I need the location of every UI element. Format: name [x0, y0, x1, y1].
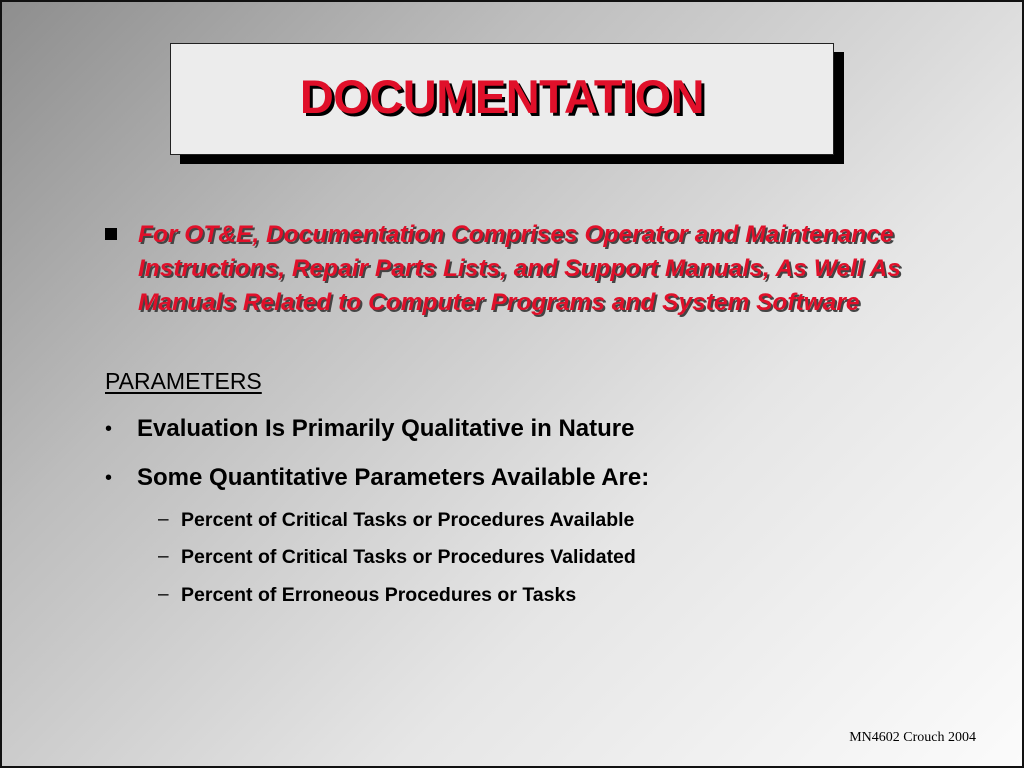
sub-bullet-item [158, 508, 918, 534]
footer-credit: MN4602 Crouch 2004 [849, 730, 976, 745]
sub-bullet-item [158, 545, 918, 571]
dash-icon: – [158, 509, 169, 530]
main-bullet-text: For OT&E, Documentation Comprises Operator and Maintenance Instructions, Repair Parts Lists, and Support Manuals, As Well As Manuals Related to Computer Programs and System Software [138, 221, 901, 316]
sub-bullet-item [158, 583, 918, 609]
bullet-dot-icon: • [105, 467, 113, 489]
dash-icon: – [158, 584, 169, 605]
bullet-item [105, 463, 965, 495]
sub-bullet-text: Percent of Erroneous Procedures or Tasks [181, 584, 577, 606]
title-box [170, 43, 834, 155]
dash-icon: – [158, 546, 169, 567]
square-bullet-icon [105, 228, 117, 240]
sub-bullet-text: Percent of Critical Tasks or Procedures Available [181, 509, 635, 531]
bullet-dot-icon: • [105, 418, 113, 440]
parameters-heading: PARAMETERS [105, 368, 262, 394]
sub-bullet-text: Percent of Critical Tasks or Procedures Validated [181, 546, 636, 568]
bullet-text: Some Quantitative Parameters Available Are: [137, 464, 650, 491]
bullet-item [105, 414, 965, 446]
slide-title: DOCUMENTATION [299, 69, 705, 123]
bullet-text: Evaluation Is Primarily Qualitative in Nature [137, 415, 635, 442]
